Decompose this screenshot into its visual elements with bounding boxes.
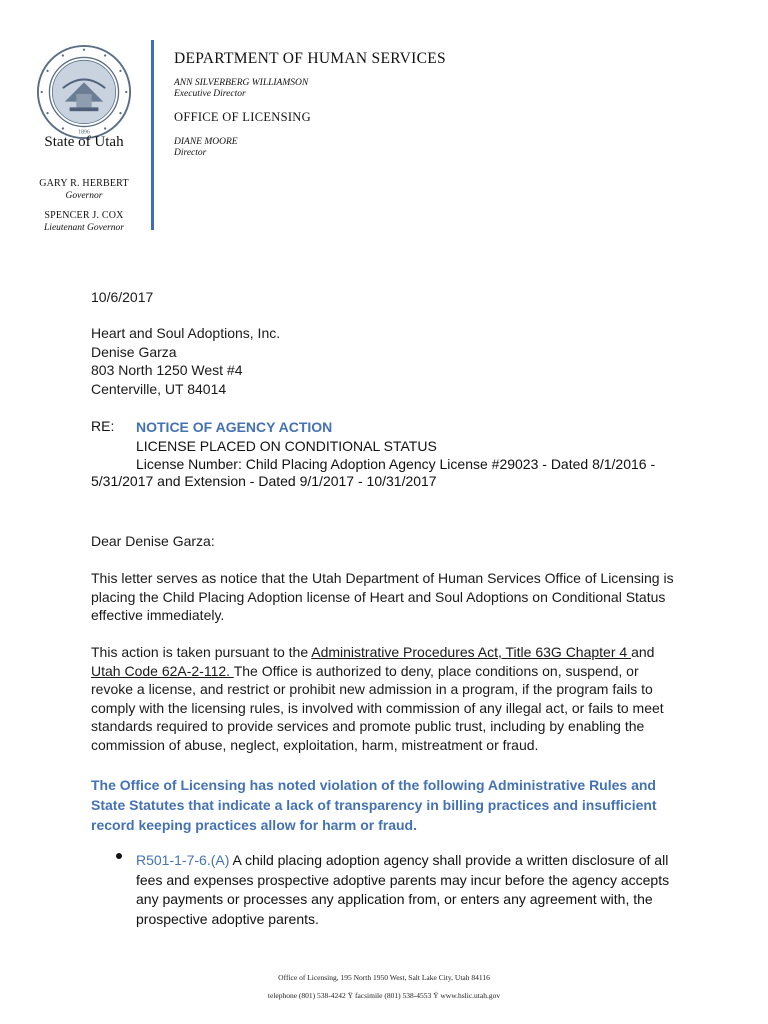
- paragraph-notice: [91, 569, 674, 625]
- notice-line: State Statutes that indicate a lack of transparency in billing practices and insufficient: [91, 797, 657, 813]
- address-line: 803 North 1250 West #4: [91, 362, 243, 378]
- department-name: DEPARTMENT OF HUMAN SERVICES: [174, 50, 446, 67]
- bullet-line: any payments or processes any application from, or enters any agreement with, the: [136, 891, 653, 907]
- paragraph-line: standards required to provide services and promote public trust, including by enabling the: [91, 718, 645, 734]
- governor-name: GARY R. HERBERT: [39, 178, 129, 189]
- text-run: This action is taken pursuant to the: [91, 644, 312, 660]
- state-name: State of Utah: [44, 134, 124, 150]
- bullet-line: prospective adoptive parents.: [136, 910, 319, 927]
- bullet-line: [136, 851, 669, 871]
- lt-governor-block: [20, 210, 148, 234]
- paragraph-line: placing the Child Placing Adoption license of Heart and Soul Adoptions on Conditional Status: [91, 588, 666, 605]
- executive-director-title: Executive Director: [174, 89, 246, 99]
- rule-bullet: [136, 851, 669, 929]
- lt-governor-name: SPENCER J. COX: [44, 210, 124, 221]
- executive-director-name: ANN SILVERBERG WILLIAMSON: [174, 78, 309, 88]
- footer-address: Office of Licensing, 195 North 1950 West, Salt Lake City, Utah 84116: [278, 973, 490, 982]
- address-line: Centerville, UT 84014: [91, 380, 227, 397]
- re-line: License Number: Child Placing Adoption Agency License #29023 - Dated 8/1/2016 -: [136, 456, 656, 472]
- office-name: OFFICE OF LICENSING: [174, 110, 311, 124]
- state-seal-logo: [36, 44, 132, 140]
- letterhead-divider: [151, 40, 154, 230]
- address-line: Denise Garza: [91, 343, 177, 360]
- lt-governor-title: Lieutenant Governor: [44, 223, 124, 233]
- bullet-line: fees and expenses prospective adoptive parents may incur before the agency accepts: [136, 871, 670, 888]
- paragraph-line: comply with the licensing rules, is involved with commission of any illegal act, or fails to meet: [91, 699, 664, 716]
- governor-title: Governor: [65, 191, 103, 201]
- recipient-address: [91, 324, 280, 398]
- notice-line: record keeping practices allow for harm or fraud.: [91, 817, 417, 833]
- paragraph-authority: [91, 643, 664, 754]
- governor-block: [20, 178, 148, 202]
- text-run: The Office is authorized to deny, place conditions on, suspend, or: [233, 662, 639, 679]
- text-run: and: [631, 644, 655, 660]
- re-label: RE:: [91, 418, 115, 434]
- paragraph-line: commission of abuse, neglect, exploitation, harm, mistreatment or fraud.: [91, 736, 539, 753]
- re-title: NOTICE OF AGENCY ACTION: [136, 419, 333, 435]
- violation-notice: [91, 775, 657, 835]
- director-name: DIANE MOORE: [174, 137, 238, 147]
- rule-reference: R501-1-7-6.(A): [136, 852, 230, 868]
- paragraph-line: revoke a license, and restrict or prohibit new admission in a program, if the program fails to: [91, 681, 653, 697]
- paragraph-line: effective immediately.: [91, 607, 225, 623]
- address-line: Heart and Soul Adoptions, Inc.: [91, 325, 281, 341]
- director-title: Director: [174, 148, 207, 158]
- paragraph-line: [91, 643, 664, 662]
- paragraph-line: This letter serves as notice that the Utah Department of Human Services Office of Licensing is: [91, 570, 674, 586]
- admin-procedures-act-link[interactable]: Administrative Procedures Act, Title 63G Chapter 4: [311, 644, 632, 660]
- re-line: LICENSE PLACED ON CONDITIONAL STATUS: [136, 437, 437, 454]
- text-run: A child placing adoption agency shall provide a written disclosure of all: [229, 852, 669, 868]
- salutation: Dear Denise Garza:: [91, 533, 215, 549]
- letter-date: 10/6/2017: [91, 289, 154, 305]
- re-block: [136, 418, 655, 474]
- notice-line: The Office of Licensing has noted violation of the following Administrative Rules and: [91, 777, 656, 793]
- director: [174, 137, 238, 159]
- paragraph-line: [91, 662, 664, 681]
- utah-code-link[interactable]: Utah Code 62A-2-112.: [91, 662, 234, 679]
- bullet-icon: [116, 853, 122, 859]
- footer-contact: telephone (801) 538-4242 Ÿ facsimile (801) 538-4553 Ÿ www.hslic.utah.gov: [267, 991, 501, 1000]
- svg-text:1896: 1896: [78, 129, 90, 136]
- executive-director: [174, 78, 308, 100]
- re-line: 5/31/2017 and Extension - Dated 9/1/2017 - 10/31/2017: [91, 473, 437, 489]
